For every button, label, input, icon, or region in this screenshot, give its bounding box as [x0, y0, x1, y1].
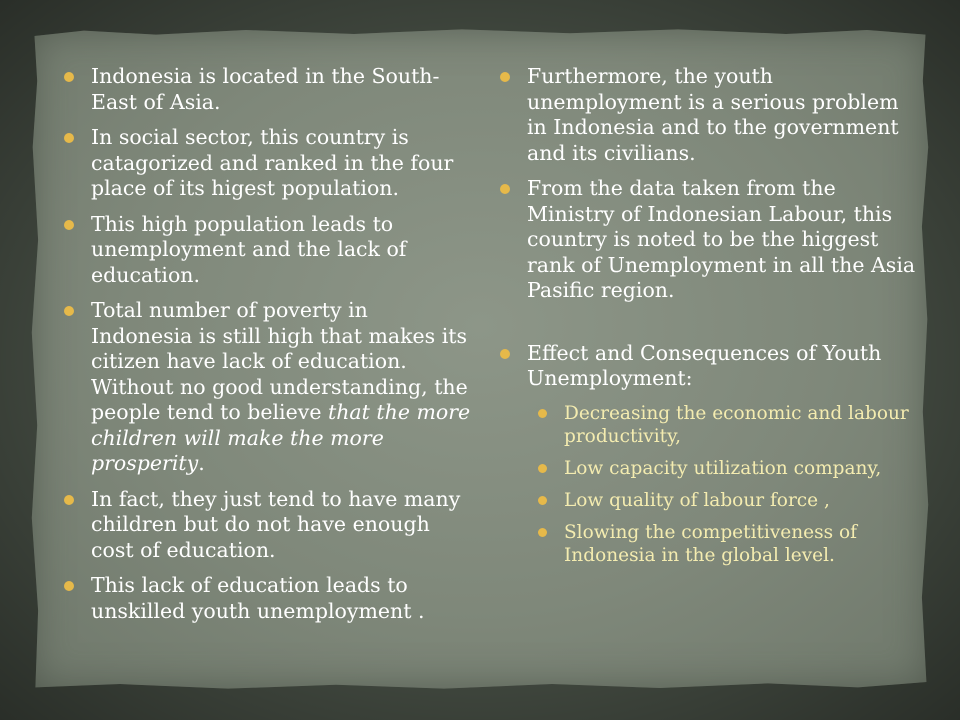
- bullet-text: In fact, they just tend to have many children but do not have enough cost of education.: [91, 486, 461, 562]
- list-item: [498, 341, 918, 392]
- right-bullet-list: [498, 64, 918, 567]
- right-column: [498, 64, 918, 576]
- bullet-dot-icon: [500, 184, 510, 194]
- bullet-dot-icon: [538, 496, 547, 505]
- bullet-text: This lack of education leads to unskilled youth unemployment .: [91, 573, 425, 623]
- sub-bullet-text: Low quality of labour force ,: [564, 489, 830, 511]
- sub-list-item: [536, 489, 918, 512]
- bullet-text: Indonesia is located in the South-East of Asia.: [91, 64, 440, 114]
- sub-list-item: [536, 457, 918, 480]
- bullet-dot-icon: [64, 133, 74, 143]
- list-item: [62, 64, 472, 115]
- bullet-dot-icon: [538, 528, 547, 537]
- bullet-dot-icon: [64, 72, 74, 82]
- bullet-text: This high population leads to unemployment and the lack of education.: [91, 211, 407, 287]
- bullet-text-end: .: [198, 451, 205, 475]
- sub-bullet-text: Low capacity utilization company,: [564, 457, 882, 479]
- bullet-dot-icon: [538, 464, 547, 473]
- list-item: [62, 125, 472, 202]
- sub-bullet-text: Decreasing the economic and labour productivity,: [564, 402, 909, 447]
- bullet-dot-icon: [538, 409, 547, 418]
- left-bullet-list: [62, 64, 472, 624]
- sub-list-item: [536, 402, 918, 448]
- bullet-text: Effect and Consequences of Youth Unemployment:: [527, 340, 882, 390]
- sub-list-item: [536, 521, 918, 567]
- spacer: [498, 314, 918, 341]
- list-item: [62, 212, 472, 289]
- bullet-dot-icon: [500, 349, 510, 359]
- left-column: [62, 64, 472, 634]
- bullet-text: In social sector, this country is catagorized and ranked in the four place of its higest population.: [91, 125, 454, 200]
- sub-bullet-text: Slowing the competitiveness of Indonesia in the global level.: [564, 521, 857, 566]
- list-item: [62, 487, 472, 564]
- list-item: [498, 64, 918, 166]
- bullet-dot-icon: [64, 220, 74, 230]
- bullet-text: From the data taken from the Ministry of Indonesian Labour, this country is noted to be the higgest rank of Unemployment in all the Asia Pasific region.: [527, 176, 916, 302]
- list-item: [62, 573, 472, 624]
- bullet-text: Furthermore, the youth unemployment is a serious problem in Indonesia and to the government and its civilians.: [527, 64, 899, 165]
- bullet-dot-icon: [64, 495, 74, 505]
- bullet-dot-icon: [500, 72, 510, 82]
- bullet-dot-icon: [64, 581, 74, 591]
- bullet-text-italic: that the more children will make the more prosperity: [91, 400, 471, 475]
- bullet-text: Total number of poverty in Indonesia is still high that makes its citizen have lack of education. Without no good understanding, the people tend to believe: [91, 298, 468, 424]
- bullet-dot-icon: [64, 306, 74, 316]
- list-item: [62, 298, 472, 477]
- list-item: [498, 176, 918, 304]
